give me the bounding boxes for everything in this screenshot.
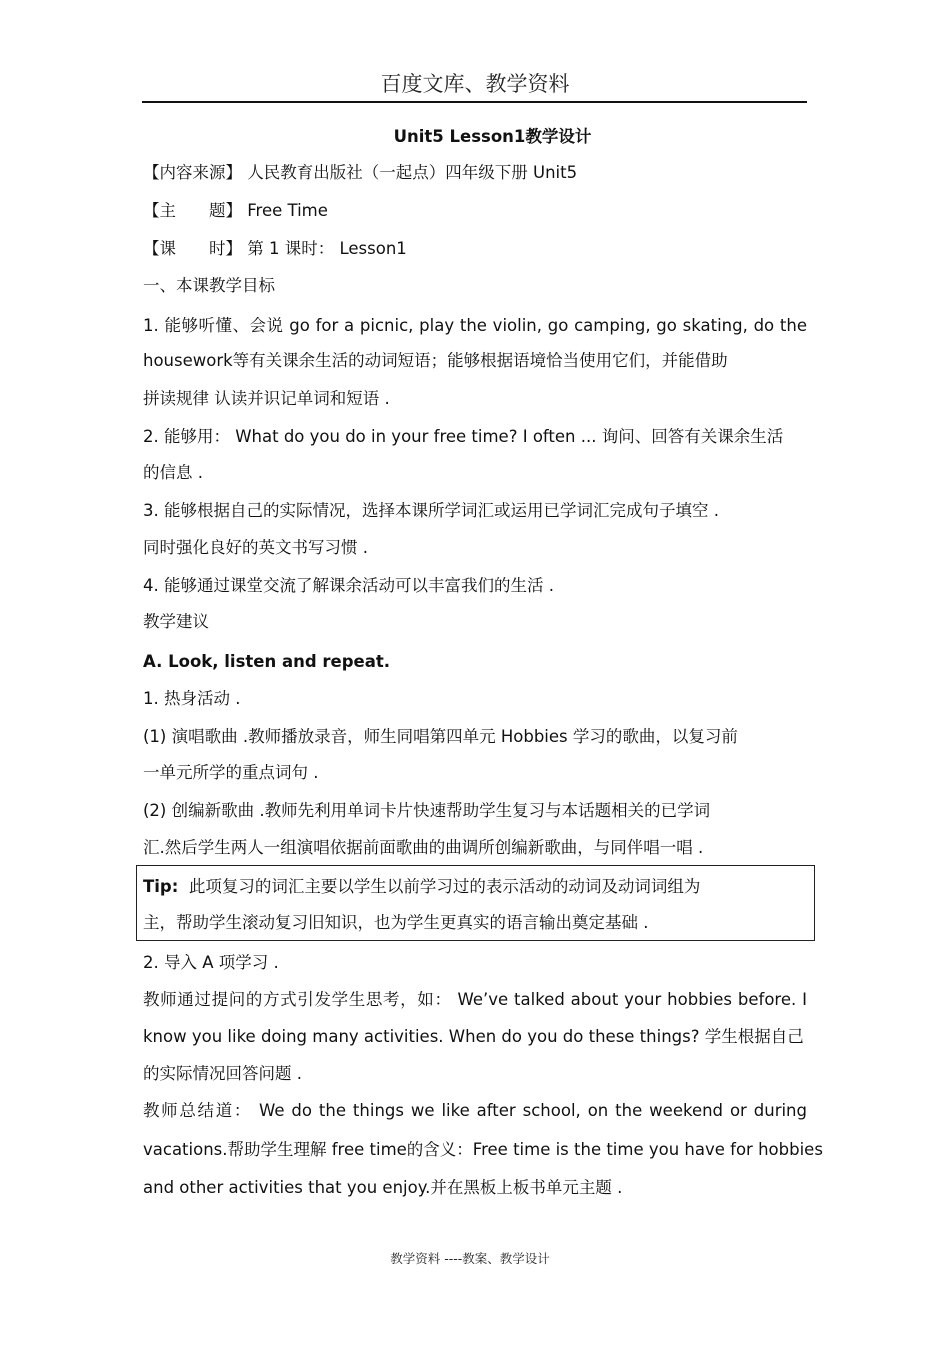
intro-line-2: know you like doing many activities. When do you do these things? 学生根据自己 [143, 1027, 804, 1046]
warmup-item-2-line-2: 汇.然后学生两人一组演唱依据前面歌曲的曲调所创编新歌曲，与同伴唱一唱 . [143, 838, 704, 857]
page-header-title: 百度文库、教学资料 [380, 72, 570, 96]
meta-topic: 【主 题】 Free Time [143, 201, 328, 220]
summary-line-2: vacations.帮助学生理解 free time的含义：Free time is the time you have for hobbies [143, 1140, 823, 1159]
objective-3-line-2: 同时强化良好的英文书写习惯 . [143, 538, 368, 557]
objective-1-line-3: 拼读规律 认读并识记单词和短语 . [143, 389, 390, 408]
meta-source: 【内容来源】 人民教育出版社（一起点）四年级下册 Unit5 [143, 163, 578, 182]
objective-3-line-1: 3. 能够根据自己的实际情况，选择本课所学词汇或运用已学词汇完成句子填空 . [143, 501, 719, 520]
suggestion-heading: 教学建议 [143, 612, 209, 631]
summary-line-3: and other activities that you enjoy.并在黑板上板书单元主题 . [143, 1178, 623, 1197]
objective-1-line-2: housework等有关课余生活的动词短语；能够根据语境恰当使用它们，并能借助 [143, 351, 728, 370]
tip-label: Tip: [143, 877, 179, 896]
warmup-item-1-line-1: (1) 演唱歌曲 .教师播放录音，师生同唱第四单元 Hobbies 学习的歌曲，以复习前 [143, 727, 738, 746]
tip-line-1 [143, 876, 700, 898]
objective-2-line-1: 2. 能够用： What do you do in your free time? I often ... 询问、回答有关课余生活 [143, 427, 784, 446]
summary-line-1: 教师总结道： We do the things we like after school, on the weekend or during [143, 1101, 807, 1120]
section-a-heading: A. Look, listen and repeat. [143, 652, 391, 671]
section-heading-objectives: 一、本课教学目标 [143, 276, 275, 295]
tip-line-2: 主，帮助学生滚动复习旧知识，也为学生更真实的语言输出奠定基础 . [143, 913, 649, 932]
warmup-heading: 1. 热身活动 . [143, 689, 241, 708]
page-footer: 教学资料 ----教案、教学设计 [390, 1251, 550, 1266]
header-divider [142, 101, 807, 103]
warmup-item-2-line-1: (2) 创编新歌曲 .教师先利用单词卡片快速帮助学生复习与本话题相关的已学词 [143, 801, 711, 820]
tip-text-1: 此项复习的词汇主要以学生以前学习过的表示活动的动词及动词词组为 [188, 877, 701, 896]
objective-2-line-2: 的信息 . [143, 463, 203, 482]
intro-line-1: 教师通过提问的方式引发学生思考，如： We’ve talked about your hobbies before. I [143, 990, 807, 1009]
intro-line-3: 的实际情况回答问题 . [143, 1064, 302, 1083]
meta-period: 【课 时】 第 1 课时： Lesson1 [143, 239, 407, 258]
warmup-item-1-line-2: 一单元所学的重点词句 . [143, 763, 319, 782]
document-title: Unit5 Lesson1教学设计 [393, 127, 592, 146]
objective-1-line-1: 1. 能够听懂、会说 go for a picnic, play the violin, go camping, go skating, do the [143, 316, 807, 335]
objective-4-line-1: 4. 能够通过课堂交流了解课余活动可以丰富我们的生活 . [143, 576, 554, 595]
intro-heading: 2. 导入 A 项学习 . [143, 953, 279, 972]
